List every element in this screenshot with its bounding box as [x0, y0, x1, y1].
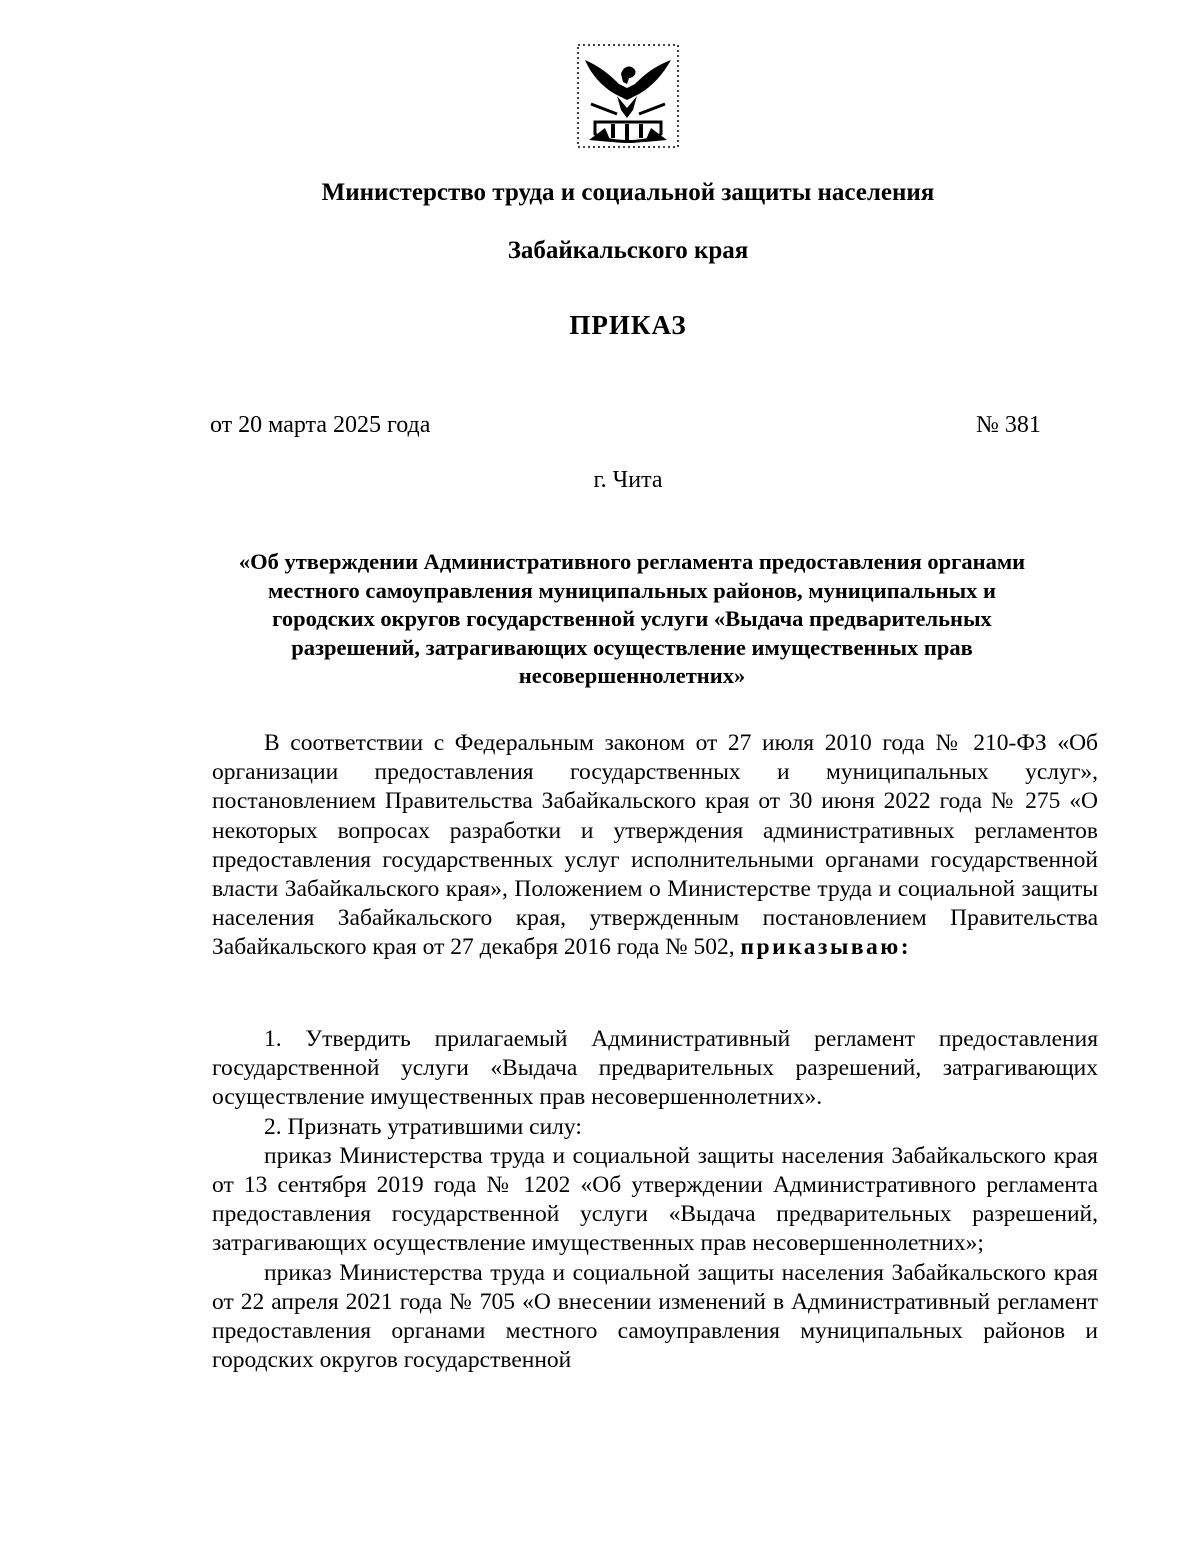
preamble-text: В соответствии с Федеральным законом от 27 июля 2010 года № 210-ФЗ «Об организации предоставления государственных и муниципальных услуг», постановлением Правительства Забайкальского края от 30 июня 2022 года № 275 «О некоторых вопросах разработки и утверждения административных регламентов предоставления государственных услуг исполнительными органами государственной власти Забайкальского края», Положением о Министерстве труда и социальной защиты населения Забайкальского края, утвержденным постановлением Правительства Забайкальского края от 27 декабря 2016 года № 502,: [212, 730, 1098, 961]
preamble-paragraph: [212, 729, 1098, 963]
order-date: от 20 марта 2025 года: [210, 412, 431, 438]
order-items: [212, 1025, 1098, 1375]
ministry-region: Забайкальского края: [507, 237, 749, 264]
order-city: г. Чита: [593, 467, 663, 493]
order-number: № 381: [976, 412, 1041, 438]
ministry-name: Министерство труда и социальной защиты населения: [321, 179, 935, 206]
coat-of-arms-icon: [577, 44, 679, 148]
order-item-1: 1. Утвердить прилагаемый Административный регламент предоставления государственной услуги «Выдача предварительных разрешений, затрагивающих осуществление имущественных прав несовершеннолетних».: [212, 1026, 1098, 1111]
order-item-2: 2. Признать утратившими силу:: [264, 1113, 582, 1140]
preamble: [212, 729, 1098, 963]
document-title: «Об утверждении Административного регламента предоставления органами местного самоуправления муниципальных районов, муниципальных и городских округов государственной услуги «Выдача предварительных разрешений, затрагивающих осуществление имущественных прав несовершеннолетних»: [238, 549, 1026, 688]
document-type: ПРИКАЗ: [569, 310, 687, 340]
repealed-order-2: приказ Министерства труда и социальной защиты населения Забайкальского края от 22 апреля 2021 года № 705 «О внесении изменений в Административный регламент предоставления органами местного самоуправления муниципальных районов и городских округов государственной: [212, 1259, 1098, 1374]
order-verb: приказываю:: [740, 934, 912, 961]
repealed-order-1: приказ Министерства труда и социальной защиты населения Забайкальского края от 13 сентября 2019 года № 1202 «Об утверждении Административного регламента предоставления государственной услуги «Выдача предварительных разрешений, затрагивающих осуществление имущественных прав несовершеннолетних»;: [212, 1142, 1098, 1257]
